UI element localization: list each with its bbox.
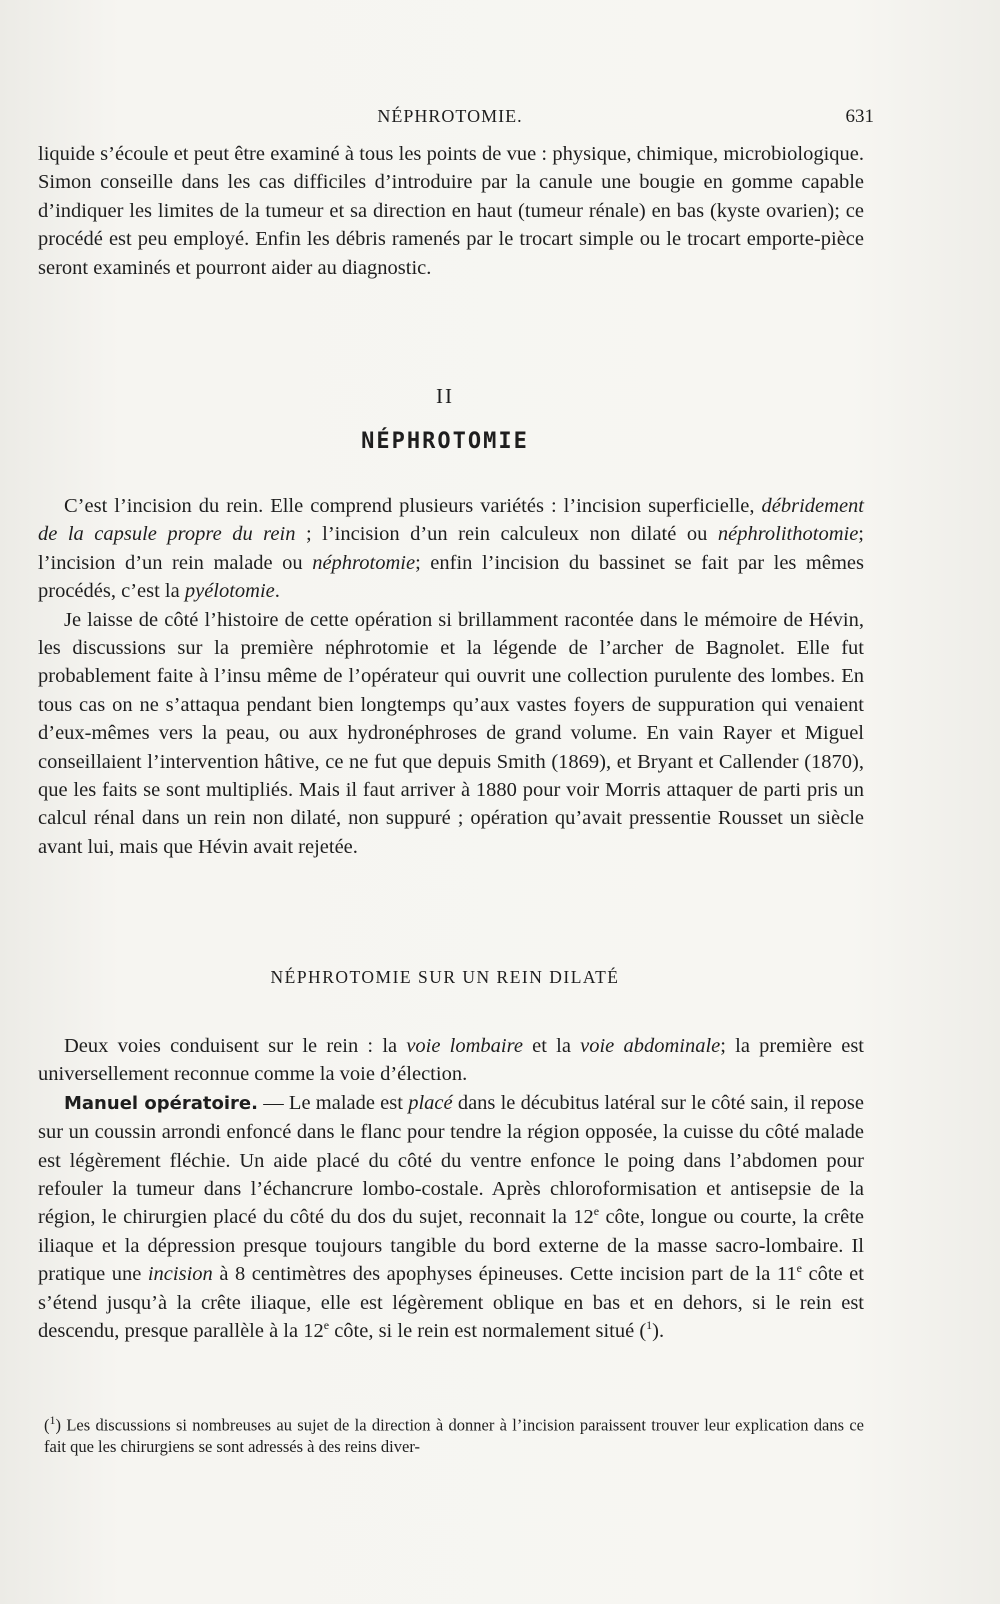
manual-text-7: ).: [652, 1320, 665, 1343]
history-paragraph: Je laisse de côté l’histoire de cette opération si brillamment racontée dans le mémoire de Hévin, les discussions sur la première néphrotomie et la légende de l’archer de Bagnolet. Elle fut probablement faite à l’insu même de l’opérateur qui ouvrit une collection purulente des lombes. En tous cas on ne s’attaqua pendant bien longtemps qu’aux vastes foyers de suppuration qui venaient d’eux-mêmes vers la peau, ou aux hydronéphroses de grand volume. En vain Rayer et Miguel conseillaient l’intervention hâtive, ce ne fut que depuis Smith (1869), et Bryant et Callender (1870), que les faits se sont multipliés. Mais il faut arriver à 1880 pour voir Morris attaquer de parti pris un calcul rénal dans un rein non dilaté, non suppuré ; opération qu’avait pressentie Rousset un siècle avant lui, mais que Hévin avait rejetée.: [38, 608, 864, 858]
footnote-mark: 1: [49, 1413, 56, 1427]
definition-paragraph: [38, 492, 864, 606]
manual-text-1: — Le malade est: [257, 1091, 409, 1114]
routes-text-1: Deux voies conduisent sur le rein : la: [64, 1035, 407, 1057]
manual-term-incision: incision: [147, 1263, 213, 1286]
manual-text-5: côte et s’étend jusqu’à la crête iliaque, elle est légèrement oblique en bas et en dehors, si le rein est descendu, presque parallèle à la 12: [38, 1263, 864, 1343]
definition-text-5: .: [274, 580, 280, 603]
definition-text-1: C’est l’incision du rein. Elle comprend plusieurs variétés : l’incision superficielle,: [64, 495, 762, 517]
manual-text-2: dans le décubitus latéral sur le côté sain, il repose sur un coussin arrondi enfoncé dans le flanc pour tendre la région opposée, la cuisse du côté malade est légèrement fléchie. Un aide placé du côté du ventre enfonce le poing dans l’abdomen pour refouler la tumeur dans l’échancrure lombo-costale. Après chloroformisation et antisepsie de la région, le chirurgien placé du côté du dos du sujet, reconnait la 12: [38, 1091, 864, 1229]
manual-paragraph: [38, 1089, 864, 1346]
routes-term-abdominale: voie abdominale: [580, 1035, 721, 1057]
routes-term-lombaire: voie lombaire: [406, 1035, 523, 1057]
footnote-text: Les discussions si nombreuses au sujet de la direction à donner à l’incision paraissent trouver leur explication dans ce fait que les chirurgiens se sont adressés à des reins diver-: [44, 1415, 864, 1456]
definition-text-3: ; l’incision d’un rein malade ou: [38, 523, 864, 574]
definition-term-debridement: débridement de la capsule propre du rein: [38, 495, 864, 546]
ordinal-superscript: e: [323, 1318, 330, 1333]
intro-text-block: [38, 140, 864, 282]
running-title: NÉPHROTOMIE.: [377, 106, 523, 126]
section-number: II: [436, 384, 454, 408]
definition-term-nephrolithotomie: néphrolithotomie: [717, 523, 859, 546]
definition-text-2: ; l’incision d’un rein calculeux non dilaté ou: [295, 523, 718, 546]
manual-text-3: côte, longue ou courte, la crête iliaque et la dépression presque toujours tangible du bord externe de la masse sacro-lombaire. Il pratique une: [38, 1206, 864, 1286]
section-title: NÉPHROTOMIE: [361, 429, 529, 454]
manual-heading: Manuel opératoire.: [64, 1092, 258, 1114]
section-body: [38, 492, 864, 861]
subsection-body: [38, 1032, 864, 1345]
subsection-title: NÉPHROTOMIE SUR UN REIN DILATÉ: [270, 967, 620, 987]
routes-paragraph: [38, 1032, 864, 1089]
manual-text-6: côte, si le rein est normalement situé (: [329, 1320, 647, 1343]
ordinal-superscript: e: [593, 1204, 600, 1219]
manual-term-place: placé: [408, 1091, 453, 1114]
running-head: [40, 106, 874, 134]
routes-text-3: ; la première est universellement reconnue comme la voie d’élection.: [38, 1035, 864, 1086]
manual-text-4: à 8 centimètres des apophyses épineuses. Cette incision part de la 11: [212, 1263, 797, 1286]
ordinal-superscript: e: [796, 1261, 802, 1276]
definition-text-4: ; enfin l’incision du bassinet se fait par les mêmes procédés, c’est la: [38, 551, 864, 603]
footnote-reference[interactable]: 1: [646, 1318, 653, 1333]
footnote: ($^1$) Les discussions si nombreuses au sujet de la direction à donner à l’incision paraissent trouver leur explication dans ce fait que les chirurgiens se sont adressés à des reins diver-: [44, 1413, 864, 1456]
definition-term-nephrotomie: néphrotomie: [312, 551, 416, 574]
intro-paragraph: liquide s’écoule et peut être examiné à tous les points de vue : physique, chimique, microbiologique. Simon conseille dans les cas difficiles d’introduire par la canule une bougie en gomme capable d’indiquer les limites de la tumeur et sa direction en haut (tumeur rénale) en bas (kyste ovarien); ce procédé est peu employé. Enfin les débris ramenés par le trocart simple ou le trocart emporte-pièce seront examinés et pourront aider au diagnostic.: [38, 143, 864, 279]
definition-term-pyelotomie: pyélotomie: [184, 580, 275, 603]
routes-text-2: et la: [522, 1035, 581, 1057]
page-number: 631: [845, 106, 874, 127]
